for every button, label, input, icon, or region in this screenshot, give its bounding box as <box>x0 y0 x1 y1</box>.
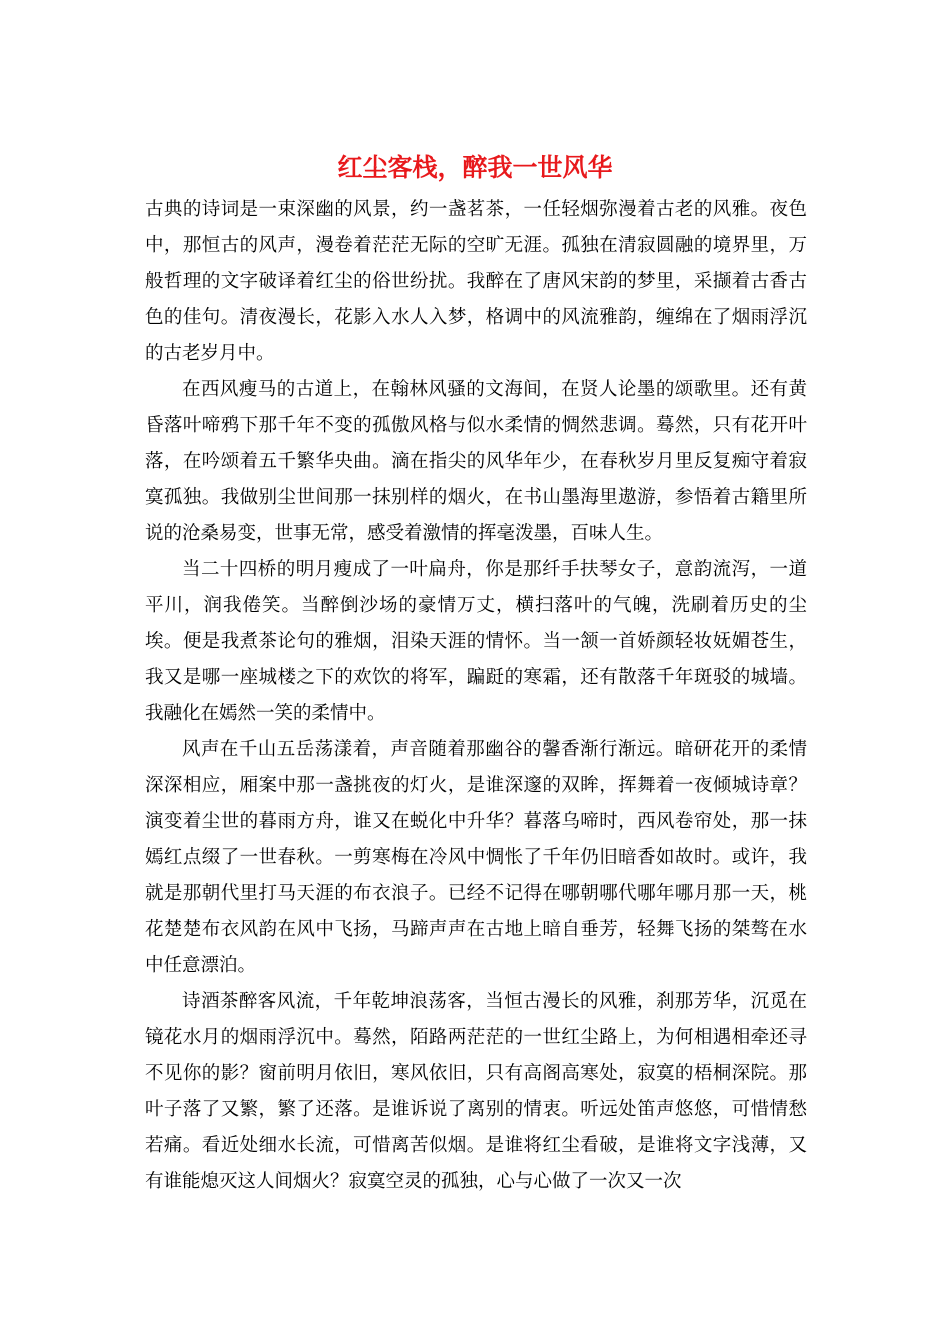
document-body <box>145 192 807 1200</box>
document-title: 红尘客栈，醉我一世风华 <box>337 153 613 182</box>
paragraph-2: 在西风瘦马的古道上，在翰林风骚的文海间，在贤人论墨的颂歌里。还有黄昏落叶啼鸦下那千年不变的孤傲风格与似水柔情的惆然悲调。蓦然，只有花开叶落，在吟颂着五千繁华央曲。滴在指尖的风华年少，在春秋岁月里反复痴守着寂寞孤独。我做别尘世间那一抹别样的烟火，在书山墨海里遨游，参悟着古籍里所说的沧桑易变，世事无常，感受着激情的挥毫泼墨，百味人生。 <box>145 379 807 544</box>
paragraph-5: 诗酒茶醉客风流，千年乾坤浪荡客，当恒古漫长的风雅，刹那芳华，沉觅在镜花水月的烟雨浮沉中。蓦然，陌路两茫茫的一世红尘路上，为何相遇相牵还寻不见你的影？窗前明月依旧，寒风依旧，只有高阁高寒处，寂寞的梧桐深院。那叶子落了又繁，繁了还落。是谁诉说了离别的情衷。听远处笛声悠悠，可惜情愁若痛。看近处细水长流，可惜离苦似烟。是谁将红尘看破，是谁将文字浅薄，又有谁能熄灭这人间烟火？寂寞空灵的孤独，心与心做了一次又一次 <box>145 991 807 1192</box>
paragraph-3: 当二十四桥的明月瘦成了一叶扁舟，你是那纤手扶琴女子，意韵流泻，一道平川，润我倦笑。当醉倒沙场的豪情万丈，横扫落叶的气魄，洗刷着历史的尘埃。便是我煮茶论句的雅烟，泪染天涯的情怀。当一颔一首娇颜轻妆妩媚苍生，我又是哪一座城楼之下的欢饮的将军，蹁跹的寒霜，还有散落千年斑驳的城墙。我融化在嫣然一笑的柔情中。 <box>145 559 807 724</box>
paragraph-4: 风声在千山五岳荡漾着，声音随着那幽谷的馨香渐行渐远。暗研花开的柔情深深相应，厢案中那一盏挑夜的灯火，是谁深邃的双眸，挥舞着一夜倾城诗章？演变着尘世的暮雨方舟，谁又在蜕化中升华？暮落乌啼时，西风卷帘处，那一抹嫣红点缀了一世春秋。一剪寒梅在冷风中惆怅了千年仍旧暗香如故时。或许，我就是那朝代里打马天涯的布衣浪子。已经不记得在哪朝哪代哪年哪月那一天，桃花楚楚布衣风韵在风中飞扬，马蹄声声在古地上暗自垂芳，轻舞飞扬的桀骜在水中任意漂泊。 <box>145 739 807 976</box>
paragraph-1: 古典的诗词是一束深幽的风景，约一盏茗茶，一任轻烟弥漫着古老的风雅。夜色中，那恒古的风声，漫卷着茫茫无际的空旷无涯。孤独在清寂圆融的境界里，万般哲理的文字破译着红尘的俗世纷扰。我醉在了唐风宋韵的梦里，采撷着古香古色的佳句。清夜漫长，花影入水人入梦，格调中的风流雅韵，缠绵在了烟雨浮沉的古老岁月中。 <box>145 199 807 364</box>
